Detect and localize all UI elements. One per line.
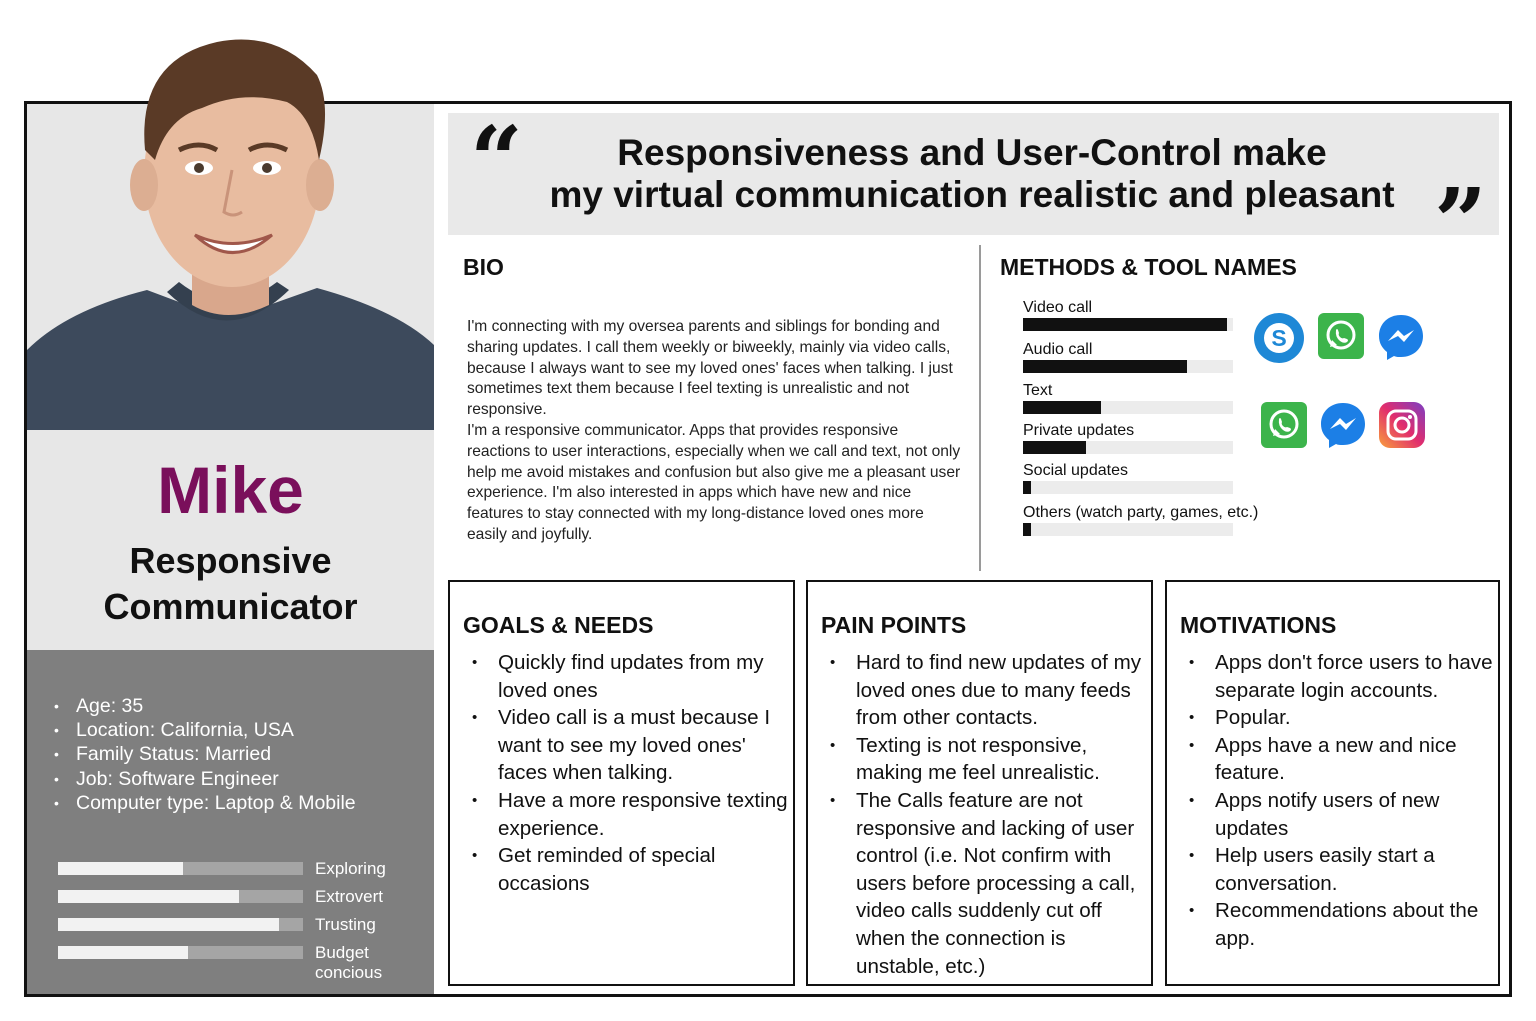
method-others: [1023, 503, 1283, 536]
method-label: Others (watch party, games, etc.): [1023, 504, 1259, 521]
method-track: [1023, 523, 1233, 536]
bio-title: BIO: [463, 254, 504, 280]
trait-fill: [58, 862, 183, 875]
trait-exploring: [58, 860, 388, 888]
pain-points-title: PAIN POINTS: [821, 612, 967, 638]
goals-list: [470, 649, 793, 897]
trait-track: [58, 918, 303, 931]
trait-fill: [58, 918, 279, 931]
section-divider: [979, 245, 981, 571]
skype-icon: [1254, 313, 1304, 363]
quote-line2: my virtual communication realistic and pleasant: [549, 174, 1395, 215]
messenger-icon: [1376, 312, 1426, 362]
quote-line1: Responsiveness and User-Control make: [617, 132, 1327, 173]
method-track: [1023, 481, 1233, 494]
method-label: Private updates: [1023, 422, 1135, 439]
method-fill: [1023, 318, 1227, 331]
method-label: Audio call: [1023, 341, 1093, 358]
list-item: • Have a more responsive texting experience.: [470, 787, 793, 842]
method-fill: [1023, 360, 1187, 373]
trait-track: [58, 946, 303, 959]
method-fill: [1023, 441, 1086, 454]
motivations-list: [1187, 649, 1498, 953]
list-item: • Apps have a new and nice feature.: [1187, 732, 1498, 787]
fact-age: • Age: 35: [50, 694, 356, 718]
quote-close-icon: ”: [1434, 168, 1487, 276]
fact-location: • Location: California, USA: [50, 718, 356, 742]
list-item: • Popular.: [1187, 704, 1498, 732]
fact-computer-type: • Computer type: Laptop & Mobile: [50, 791, 356, 815]
trait-label: Budget concious: [315, 943, 383, 982]
list-item: • The Calls feature are not responsive and lacking of user control (i.e. Not confirm with users before processing a call, video calls suddenly cut off when the connection is unstable, etc.): [828, 787, 1151, 980]
persona-name: Mike: [157, 453, 304, 527]
svg-text:S: S: [1271, 325, 1287, 351]
trait-label: Exploring: [315, 859, 386, 878]
trait-fill: [58, 946, 188, 959]
bio-paragraph-2: I'm a responsive communicator. Apps that provides responsive reactions to user interactions, especially when we call and text, not only help me avoid mistakes and confusion but also give me a pleasant user experience. I'm also interested in apps which have new and nice features to stay connected with my long-distance loved ones more easily and joyfully.: [467, 421, 961, 543]
list-item: • Recommendations about the app.: [1187, 897, 1498, 952]
fact-family-status: • Family Status: Married: [50, 742, 356, 766]
method-track: [1023, 360, 1233, 373]
method-audio-call: [1023, 340, 1283, 373]
quote-text: [520, 132, 1424, 216]
whatsapp-icon: [1259, 400, 1309, 450]
avatar: [27, 20, 434, 430]
method-social-updates: [1023, 461, 1283, 494]
method-track: [1023, 318, 1233, 331]
trait-fill: [58, 890, 239, 903]
persona-facts: [50, 694, 356, 815]
trait-label: Trusting: [315, 915, 376, 934]
motivations-box: [1165, 580, 1500, 986]
list-item: • Video call is a must because I want to see my loved ones' faces when talking.: [470, 704, 793, 787]
method-fill: [1023, 401, 1101, 414]
list-item: • Quickly find updates from my loved ones: [470, 649, 793, 704]
method-text: [1023, 381, 1283, 414]
whatsapp-icon: [1316, 311, 1366, 361]
list-item: • Get reminded of special occasions: [470, 842, 793, 897]
method-video-call: [1023, 298, 1283, 331]
method-label: Social updates: [1023, 462, 1128, 479]
quote-open-icon: “: [470, 106, 523, 214]
motivations-title: MOTIVATIONS: [1180, 612, 1337, 638]
bio-text: [467, 317, 962, 546]
trait-track: [58, 862, 303, 875]
messenger-icon: [1318, 400, 1368, 450]
pain-points-list: [828, 649, 1151, 980]
method-label: Video call: [1023, 299, 1093, 316]
bio-paragraph-1: I'm connecting with my oversea parents and siblings for bonding and sharing updates. I call them weekly or biweekly, mainly via video calls, because I always want to see my loved ones' faces when talking. I just sometimes text them because I feel texting is unrealistic and not responsive.: [467, 318, 953, 419]
method-private-updates: [1023, 421, 1283, 454]
persona-role-line2: Communicator: [103, 586, 358, 627]
method-fill: [1023, 481, 1031, 494]
pain-points-box: [806, 580, 1153, 986]
list-item: • Help users easily start a conversation.: [1187, 842, 1498, 897]
goals-box: [448, 580, 795, 986]
instagram-icon: [1377, 400, 1427, 450]
trait-track: [58, 890, 303, 903]
persona-role-line1: Responsive: [129, 540, 332, 581]
trait-trusting: [58, 916, 388, 944]
persona-traits: [58, 859, 388, 982]
list-item: • Apps notify users of new updates: [1187, 787, 1498, 842]
trait-extrovert: [58, 888, 388, 916]
list-item: • Hard to find new updates of my loved ones due to many feeds from other contacts.: [828, 649, 1151, 732]
list-item: • Apps don't force users to have separate login accounts.: [1187, 649, 1498, 704]
methods-title: METHODS & TOOL NAMES: [1000, 254, 1297, 280]
method-fill: [1023, 523, 1031, 536]
fact-job: • Job: Software Engineer: [50, 767, 356, 791]
trait-label: Extrovert: [315, 887, 384, 906]
trait-budget-concious: [58, 943, 388, 982]
method-track: [1023, 441, 1233, 454]
persona-role: [27, 538, 434, 630]
goals-title: GOALS & NEEDS: [463, 612, 654, 638]
method-label: Text: [1023, 382, 1053, 399]
method-track: [1023, 401, 1233, 414]
list-item: • Texting is not responsive, making me feel unrealistic.: [828, 732, 1151, 787]
